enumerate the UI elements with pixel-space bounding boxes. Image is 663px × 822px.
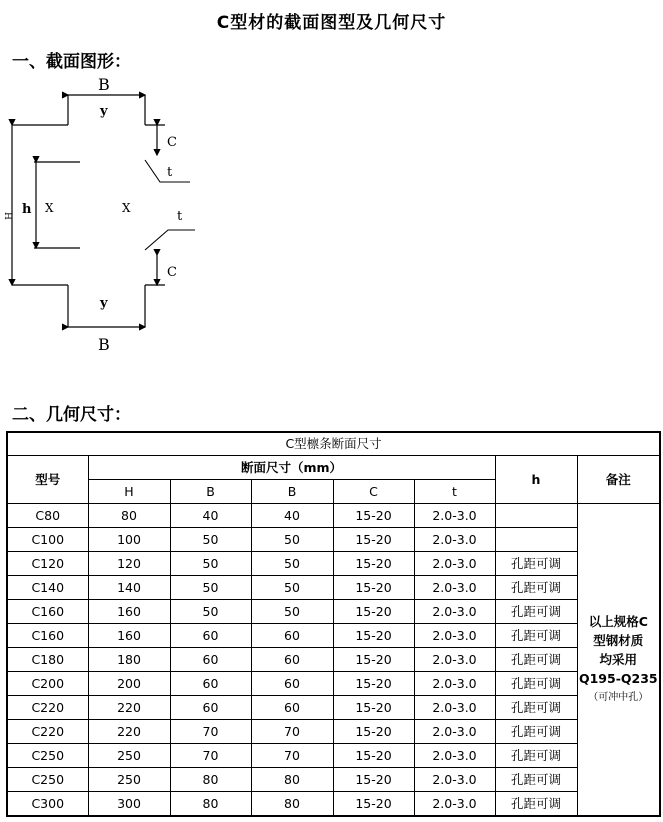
cell-h — [495, 504, 577, 528]
subheader-t: t — [414, 480, 495, 504]
note-line: 以上规格C — [588, 614, 648, 629]
cell-H: 220 — [88, 720, 170, 744]
cell-B: 50 — [170, 528, 251, 552]
cell-B: 60 — [170, 624, 251, 648]
label-y-top: y — [100, 104, 108, 119]
cell-B: 60 — [251, 672, 333, 696]
cell-t: 2.0-3.0 — [414, 720, 495, 744]
table-row — [7, 720, 660, 744]
label-y-bottom: y — [100, 296, 108, 311]
cell-t: 2.0-3.0 — [414, 504, 495, 528]
cell-C: 15-20 — [333, 600, 414, 624]
label-B-top: B — [98, 75, 110, 94]
dimension-table — [6, 431, 661, 817]
cell-B: 70 — [170, 744, 251, 768]
cell-B: 50 — [170, 600, 251, 624]
cell-B: 80 — [251, 792, 333, 817]
cell-C: 15-20 — [333, 744, 414, 768]
label-c-bottom: C — [167, 265, 177, 280]
cell-B: 60 — [251, 624, 333, 648]
cell-model: C180 — [7, 648, 88, 672]
cell-C: 15-20 — [333, 672, 414, 696]
cell-B: 40 — [251, 504, 333, 528]
page-title: C型材的截面图型及几何尺寸 — [216, 13, 447, 33]
cell-model: C250 — [7, 744, 88, 768]
cell-C: 15-20 — [333, 720, 414, 744]
cell-B: 70 — [251, 744, 333, 768]
table-row — [7, 600, 660, 624]
cell-t: 2.0-3.0 — [414, 576, 495, 600]
cell-t: 2.0-3.0 — [414, 648, 495, 672]
cell-C: 15-20 — [333, 624, 414, 648]
cell-B: 50 — [251, 552, 333, 576]
cell-model: C140 — [7, 576, 88, 600]
cell-H: 140 — [88, 576, 170, 600]
label-x-left: X — [45, 201, 54, 215]
note-line: 型钢材质 — [593, 633, 644, 648]
cell-H: 250 — [88, 744, 170, 768]
cell-B: 40 — [170, 504, 251, 528]
header-section: 断面尺寸（mm） — [88, 456, 495, 480]
header-h: h — [495, 456, 577, 504]
cell-B: 60 — [170, 672, 251, 696]
cell-H: 160 — [88, 600, 170, 624]
cell-model: C300 — [7, 792, 88, 817]
note-cell — [577, 504, 660, 817]
cell-h: 孔距可调 — [495, 720, 577, 744]
table-row — [7, 696, 660, 720]
cell-C: 15-20 — [333, 528, 414, 552]
cell-h: 孔距可调 — [495, 792, 577, 817]
cell-model: C120 — [7, 552, 88, 576]
table-row — [7, 528, 660, 552]
label-H: H — [2, 212, 12, 220]
cell-B: 50 — [251, 600, 333, 624]
cell-B: 60 — [170, 696, 251, 720]
cell-model: C160 — [7, 600, 88, 624]
cell-H: 160 — [88, 624, 170, 648]
cell-B: 80 — [170, 768, 251, 792]
cell-t: 2.0-3.0 — [414, 744, 495, 768]
cell-t: 2.0-3.0 — [414, 552, 495, 576]
cell-B: 50 — [251, 528, 333, 552]
subheader-C: C — [333, 480, 414, 504]
cell-C: 15-20 — [333, 792, 414, 817]
table-row — [7, 768, 660, 792]
section-heading-shape: 一、截面图形： — [12, 52, 131, 72]
label-h: h — [22, 202, 32, 217]
table-caption: C型檩条断面尺寸 — [7, 432, 660, 456]
subheader-B: B — [251, 480, 333, 504]
cell-h: 孔距可调 — [495, 552, 577, 576]
cell-t: 2.0-3.0 — [414, 768, 495, 792]
cell-h: 孔距可调 — [495, 600, 577, 624]
label-t-top: t — [167, 165, 173, 180]
c-section-diagram — [0, 70, 230, 370]
cell-B: 50 — [170, 552, 251, 576]
cell-h: 孔距可调 — [495, 576, 577, 600]
cell-H: 120 — [88, 552, 170, 576]
cell-h: 孔距可调 — [495, 744, 577, 768]
cell-C: 15-20 — [333, 696, 414, 720]
cell-H: 100 — [88, 528, 170, 552]
cell-t: 2.0-3.0 — [414, 528, 495, 552]
cell-model: C100 — [7, 528, 88, 552]
subheader-B: B — [170, 480, 251, 504]
cell-B: 80 — [170, 792, 251, 817]
cell-C: 15-20 — [333, 576, 414, 600]
label-c-top: C — [167, 135, 177, 150]
table-row — [7, 576, 660, 600]
cell-model: C200 — [7, 672, 88, 696]
table-row — [7, 792, 660, 817]
cell-t: 2.0-3.0 — [414, 696, 495, 720]
cell-H: 300 — [88, 792, 170, 817]
cell-model: C160 — [7, 624, 88, 648]
cell-h: 孔距可调 — [495, 768, 577, 792]
cell-t: 2.0-3.0 — [414, 624, 495, 648]
cell-C: 15-20 — [333, 768, 414, 792]
note-line: Q195-Q235 — [578, 671, 658, 686]
cell-h: 孔距可调 — [495, 696, 577, 720]
cell-h — [495, 528, 577, 552]
cell-model: C250 — [7, 768, 88, 792]
cell-model: C220 — [7, 720, 88, 744]
label-t-bottom: t — [177, 209, 183, 224]
cell-B: 70 — [170, 720, 251, 744]
cell-B: 70 — [251, 720, 333, 744]
cell-t: 2.0-3.0 — [414, 672, 495, 696]
table-row — [7, 624, 660, 648]
table-row — [7, 672, 660, 696]
cell-C: 15-20 — [333, 552, 414, 576]
table-row — [7, 744, 660, 768]
cell-H: 250 — [88, 768, 170, 792]
label-B-bottom: B — [98, 335, 110, 354]
cell-h: 孔距可调 — [495, 648, 577, 672]
table-row — [7, 648, 660, 672]
cell-h: 孔距可调 — [495, 624, 577, 648]
note-small: （可冲中孔） — [588, 692, 649, 703]
cell-H: 180 — [88, 648, 170, 672]
cell-C: 15-20 — [333, 504, 414, 528]
header-note: 备注 — [577, 456, 660, 504]
cell-H: 200 — [88, 672, 170, 696]
subheader-H: H — [88, 480, 170, 504]
cell-B: 80 — [251, 768, 333, 792]
cell-model: C220 — [7, 696, 88, 720]
cell-B: 50 — [251, 576, 333, 600]
cell-C: 15-20 — [333, 648, 414, 672]
cell-B: 60 — [170, 648, 251, 672]
section-heading-dimensions: 二、几何尺寸： — [12, 405, 131, 425]
cell-h: 孔距可调 — [495, 672, 577, 696]
cell-B: 60 — [251, 648, 333, 672]
t-bottom-leader — [145, 230, 195, 250]
table-row — [7, 504, 660, 528]
cell-t: 2.0-3.0 — [414, 600, 495, 624]
cell-B: 50 — [170, 576, 251, 600]
cell-H: 80 — [88, 504, 170, 528]
cell-model: C80 — [7, 504, 88, 528]
note-line: 均采用 — [599, 652, 638, 667]
cell-t: 2.0-3.0 — [414, 792, 495, 817]
cell-B: 60 — [251, 696, 333, 720]
header-model: 型号 — [7, 456, 88, 504]
cell-H: 220 — [88, 696, 170, 720]
label-x-right: X — [122, 201, 131, 215]
table-row — [7, 552, 660, 576]
